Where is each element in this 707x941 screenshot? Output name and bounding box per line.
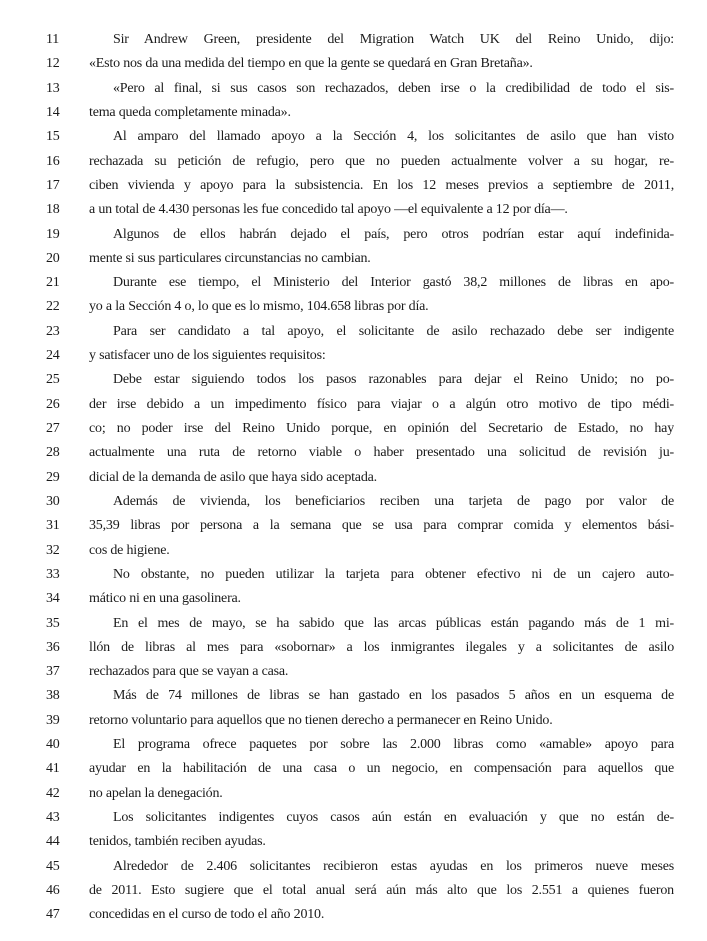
line-number: 43	[46, 810, 60, 825]
line-text: Los solicitantes indigentes cuyos casos aún están en evaluación y que no están de-	[113, 810, 674, 825]
text-line	[0, 320, 707, 344]
text-line	[0, 539, 707, 563]
line-text: ayudar en la habilitación de una casa o un negocio, en compensación para aquellos que	[89, 761, 674, 777]
line-number: 22	[46, 299, 60, 315]
line-number: 42	[46, 785, 60, 801]
text-line	[0, 150, 707, 174]
line-text: rechazados para que se vayan a casa.	[89, 664, 289, 680]
text-line	[0, 441, 707, 465]
text-line	[0, 879, 707, 903]
line-text: der irse debido a un impedimento físico para viajar o a algún otro motivo de tipo médi-	[89, 396, 674, 412]
text-body	[0, 28, 707, 928]
line-number: 20	[46, 250, 60, 266]
line-number: 41	[46, 761, 60, 777]
line-number: 18	[46, 202, 60, 218]
line-number: 23	[46, 323, 60, 339]
line-number: 36	[46, 639, 60, 655]
text-line	[0, 77, 707, 101]
line-text: actualmente una ruta de retorno viable o haber presentado una solicitud de revisión ju-	[89, 445, 674, 461]
line-number: 13	[46, 80, 60, 96]
line-number: 21	[46, 275, 60, 291]
text-line	[0, 587, 707, 611]
text-line	[0, 806, 707, 830]
line-text: no apelan la denegación.	[89, 785, 223, 801]
text-line	[0, 52, 707, 76]
line-number: 26	[46, 396, 60, 412]
text-line	[0, 198, 707, 222]
text-line	[0, 782, 707, 806]
line-text: Debe estar siguiendo todos los pasos razonables para dejar el Reino Unido; no po-	[113, 372, 674, 388]
line-number: 37	[46, 664, 60, 680]
line-number: 46	[46, 882, 60, 898]
line-number: 30	[46, 493, 60, 509]
line-number: 34	[46, 591, 60, 607]
text-line	[0, 466, 707, 490]
line-number: 44	[46, 834, 60, 850]
line-number: 35	[46, 615, 60, 631]
line-number: 24	[46, 348, 60, 364]
line-number: 17	[46, 177, 60, 193]
line-text: 35,39 libras por persona a la semana que se usa para comprar comida y elementos bási-	[89, 518, 674, 534]
text-line	[0, 393, 707, 417]
text-line	[0, 636, 707, 660]
line-text: tema queda completamente minada».	[89, 104, 291, 120]
line-text: rechazada su petición de refugio, pero que no pueden actualmente volver a su hogar, re-	[89, 153, 674, 169]
line-text: ciben vivienda y apoyo para la subsistencia. En los 12 meses previos a septiembre de 2011,	[89, 177, 674, 193]
line-text: «Pero al final, si sus casos son rechazados, deben irse o la credibilidad de todo el sis-	[113, 80, 674, 96]
text-line	[0, 903, 707, 927]
line-number: 45	[46, 858, 60, 874]
line-number: 33	[46, 566, 60, 582]
line-text: co; no poder irse del Reino Unido porque, en opinión del Secretario de Estado, no hay	[89, 421, 674, 436]
line-text: retorno voluntario para aquellos que no tienen derecho a permanecer en Reino Unido.	[89, 712, 553, 728]
line-number: 11	[46, 32, 60, 47]
line-number: 16	[46, 153, 60, 169]
line-text: cos de higiene.	[89, 542, 170, 558]
line-number: 14	[46, 104, 60, 120]
line-number: 25	[46, 372, 60, 388]
line-number: 15	[46, 129, 60, 145]
line-text: a un total de 4.430 personas les fue concedido tal apoyo —el equivalente a 12 por día—.	[89, 202, 568, 218]
text-line	[0, 417, 707, 441]
text-line	[0, 855, 707, 879]
line-text: Al amparo del llamado apoyo a la Sección 4, los solicitantes de asilo que han visto	[113, 129, 674, 145]
text-line	[0, 223, 707, 247]
line-text: yo a la Sección 4 o, lo que es lo mismo, 104.658 libras por día.	[89, 299, 429, 315]
text-line	[0, 368, 707, 392]
text-line	[0, 101, 707, 125]
text-line	[0, 733, 707, 757]
line-number: 28	[46, 445, 60, 461]
text-line	[0, 514, 707, 538]
line-number: 12	[46, 56, 60, 72]
line-text: Alrededor de 2.406 solicitantes recibieron estas ayudas en los primeros nueve meses	[113, 858, 674, 874]
line-text: mático ni en una gasolinera.	[89, 591, 241, 607]
text-line	[0, 684, 707, 708]
text-line	[0, 174, 707, 198]
line-text: Además de vivienda, los beneficiarios reciben una tarjeta de pago por valor de	[113, 493, 674, 509]
text-line	[0, 28, 707, 52]
line-text: tenidos, también reciben ayudas.	[89, 834, 266, 850]
line-text: y satisfacer uno de los siguientes requisitos:	[89, 348, 326, 364]
line-number: 31	[46, 518, 60, 534]
line-text: dicial de la demanda de asilo que haya sido aceptada.	[89, 469, 377, 485]
text-line	[0, 490, 707, 514]
text-line	[0, 830, 707, 854]
line-text: Sir Andrew Green, presidente del Migration Watch UK del Reino Unido, dijo:	[113, 32, 674, 47]
line-text: «Esto nos da una medida del tiempo en que la gente se quedará en Gran Bretaña».	[89, 56, 533, 72]
text-line	[0, 660, 707, 684]
text-line	[0, 612, 707, 636]
line-text: mente si sus particulares circunstancias no cambian.	[89, 250, 371, 266]
line-text: El programa ofrece paquetes por sobre las 2.000 libras como «amable» apoyo para	[113, 737, 674, 753]
line-number: 32	[46, 542, 60, 558]
text-line	[0, 757, 707, 781]
line-number: 40	[46, 737, 60, 753]
text-line	[0, 247, 707, 271]
text-line	[0, 271, 707, 295]
line-text: Algunos de ellos habrán dejado el país, pero otros podrían estar aquí indefinida-	[113, 226, 674, 242]
line-text: llón de libras al mes para «sobornar» a los inmigrantes ilegales y a solicitantes de asilo	[89, 639, 674, 655]
line-number: 47	[46, 907, 60, 923]
text-line	[0, 709, 707, 733]
line-text: Más de 74 millones de libras se han gastado en los pasados 5 años en un esquema de	[113, 688, 674, 704]
line-number: 29	[46, 469, 60, 485]
line-number: 27	[46, 421, 60, 436]
text-line	[0, 563, 707, 587]
line-number: 19	[46, 226, 60, 242]
text-line	[0, 125, 707, 149]
line-text: concedidas en el curso de todo el año 2010.	[89, 907, 325, 923]
line-text: Durante ese tiempo, el Ministerio del Interior gastó 38,2 millones de libras en apo-	[113, 275, 674, 291]
line-text: de 2011. Esto sugiere que el total anual será aún más alto que los 2.551 a quienes fueron	[89, 882, 674, 898]
line-number: 39	[46, 712, 60, 728]
text-line	[0, 295, 707, 319]
text-line	[0, 344, 707, 368]
line-text: No obstante, no pueden utilizar la tarjeta para obtener efectivo ni de un cajero auto-	[113, 566, 674, 582]
line-text: Para ser candidato a tal apoyo, el solicitante de asilo rechazado debe ser indigente	[113, 323, 674, 339]
line-number: 38	[46, 688, 60, 704]
line-text: En el mes de mayo, se ha sabido que las arcas públicas están pagando más de 1 mi-	[113, 615, 674, 631]
